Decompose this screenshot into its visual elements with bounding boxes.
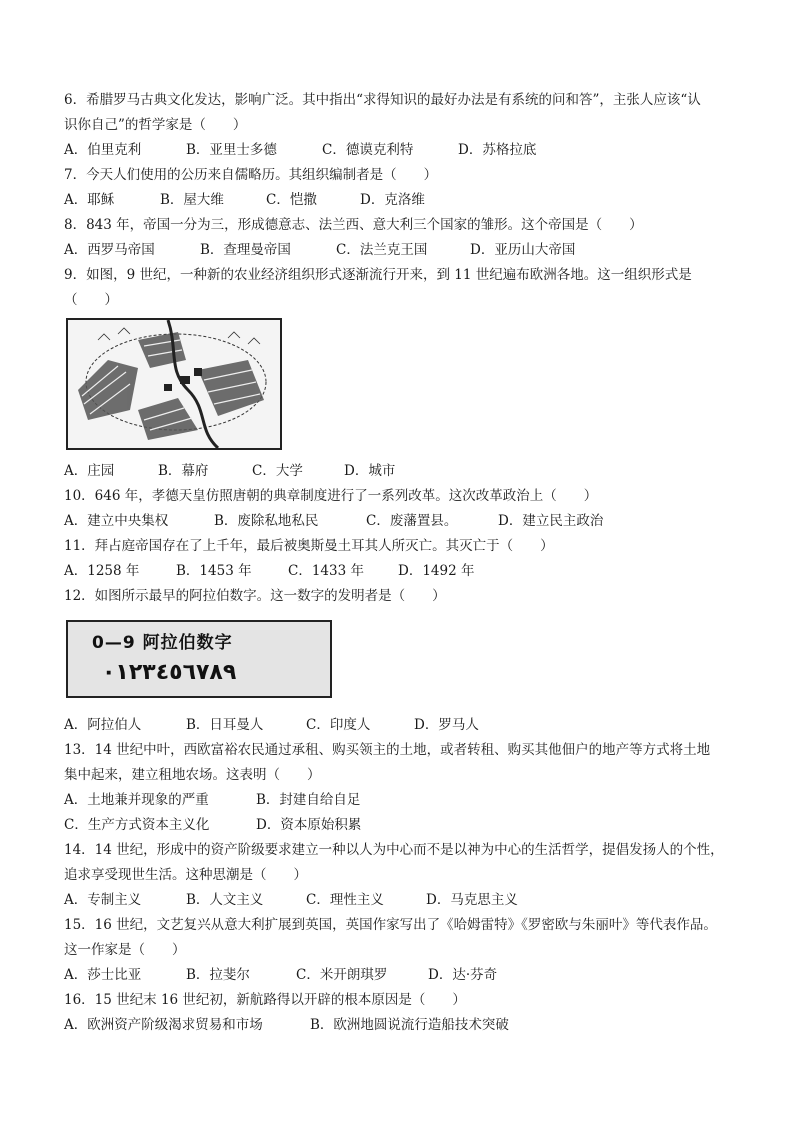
q8-stem-line-1: 8．843 年，帝国一分为三，形成德意志、法兰西、意大利三个国家的雏形。这个帝国是（ ）	[64, 217, 643, 233]
q8-option-b: B．查理曼帝国	[200, 242, 291, 258]
q16-option-a: A．欧洲资产阶级渴求贸易和市场	[64, 1017, 263, 1033]
q15-stem-line-2: 这一作家是（ ）	[64, 942, 186, 958]
q15-option-b: B．拉斐尔	[186, 967, 250, 983]
q12-stem-line-1: 12．如图所示最早的阿拉伯数字。这一数字的发明者是（ ）	[64, 588, 446, 604]
q10-option-b: B．废除私地私民	[214, 513, 319, 529]
q14-option-b: B．人文主义	[186, 892, 264, 908]
manor-map-illustration	[68, 320, 280, 448]
q13-stem-line-2: 集中起来，建立租地农场。这表明（ ）	[64, 767, 321, 783]
q6-option-a: A．伯里克利	[64, 142, 142, 158]
q9-stem-line-2: （ ）	[64, 292, 118, 308]
q10-option-a: A．建立中央集权	[64, 513, 169, 529]
q11-option-c: C．1433 年	[288, 563, 364, 579]
q11-option-a: A．1258 年	[64, 563, 140, 579]
q9-option-b: B．幕府	[158, 463, 209, 479]
q15-stem-line-1: 15．16 世纪，文艺复兴从意大利扩展到英国，英国作家写出了《哈姆雷特》《罗密欧与朱丽叶》等代表作品。	[64, 917, 717, 933]
q13-option-a: A．土地兼并现象的严重	[64, 792, 209, 808]
q7-stem-line-1: 7．今天人们使用的公历来自儒略历。其组织编制者是（ ）	[64, 167, 438, 183]
q14-option-c: C．理性主义	[306, 892, 384, 908]
q15-option-c: C．米开朗琪罗	[296, 967, 388, 983]
manor-map-figure	[66, 318, 282, 450]
q6-option-b: B．亚里士多德	[186, 142, 277, 158]
q11-option-b: B．1453 年	[176, 563, 252, 579]
q12-option-b: B．日耳曼人	[186, 717, 264, 733]
q13-option-c: C．生产方式资本主义化	[64, 817, 210, 833]
q14-option-d: D．马克思主义	[426, 892, 518, 908]
q6-stem-line-2: 识你自己”的哲学家是（ ）	[64, 117, 247, 133]
q15-option-a: A．莎士比亚	[64, 967, 142, 983]
q6-stem-line-1: 6．希腊罗马古典文化发达，影响广泛。其中指出“求得知识的最好办法是有系统的问和答”，主张人应该“认	[64, 92, 701, 108]
q7-option-c: C．恺撒	[266, 192, 317, 208]
q14-stem-line-1: 14．14 世纪，形成中的资产阶级要求建立一种以人为中心而不是以神为中心的生活哲学，提倡发扬人的个性，	[64, 842, 724, 858]
q7-option-b: B．屋大维	[160, 192, 224, 208]
q13-option-b: B．封建自给自足	[256, 792, 361, 808]
q6-option-c: C．德谟克利特	[322, 142, 414, 158]
q7-option-d: D．克洛维	[360, 192, 425, 208]
q14-stem-line-2: 追求享受现世生活。这种思潮是（ ）	[64, 867, 307, 883]
q9-option-a: A．庄园	[64, 463, 115, 479]
q14-option-a: A．专制主义	[64, 892, 142, 908]
q13-stem-line-1: 13．14 世纪中叶，西欧富裕农民通过承租、购买领主的土地，或者转租、购买其他佃户的地产等方式将土地	[64, 742, 711, 758]
q12-option-d: D．罗马人	[414, 717, 479, 733]
q8-option-a: A．西罗马帝国	[64, 242, 155, 258]
q10-option-c: C．废藩置县。	[366, 513, 458, 529]
arabic-numerals-figure	[66, 620, 332, 698]
figure-title: 0—9 阿拉伯数字	[92, 633, 233, 653]
q11-option-d: D．1492 年	[398, 563, 475, 579]
q10-stem-line-1: 10．646 年，孝德天皇仿照唐朝的典章制度进行了一系列改革。这次改革政治上（ ）	[64, 488, 598, 504]
q9-stem-line-1: 9．如图，9 世纪，一种新的农业经济组织形式逐渐流行开来，到 11 世纪遍布欧洲各地。这一组织形式是	[64, 267, 692, 283]
q8-option-d: D．亚历山大帝国	[470, 242, 576, 258]
figure-digits: ٠١٢٣٤٥٦٧٨٩	[102, 660, 237, 685]
q12-option-c: C．印度人	[306, 717, 371, 733]
q11-stem-line-1: 11．拜占庭帝国存在了上千年，最后被奥斯曼土耳其人所灭亡。其灭亡于（ ）	[64, 538, 554, 554]
q16-stem-line-1: 16．15 世纪末 16 世纪初，新航路得以开辟的根本原因是（ ）	[64, 992, 466, 1008]
q9-option-d: D．城市	[344, 463, 396, 479]
q10-option-d: D．建立民主政治	[498, 513, 604, 529]
q8-option-c: C．法兰克王国	[336, 242, 428, 258]
q16-option-b: B．欧洲地圆说流行造船技术突破	[310, 1017, 509, 1033]
q6-option-d: D．苏格拉底	[458, 142, 537, 158]
q15-option-d: D．达·芬奇	[428, 967, 498, 983]
q9-option-c: C．大学	[252, 463, 303, 479]
q12-option-a: A．阿拉伯人	[64, 717, 142, 733]
q13-option-d: D．资本原始积累	[256, 817, 362, 833]
q7-option-a: A．耶稣	[64, 192, 115, 208]
